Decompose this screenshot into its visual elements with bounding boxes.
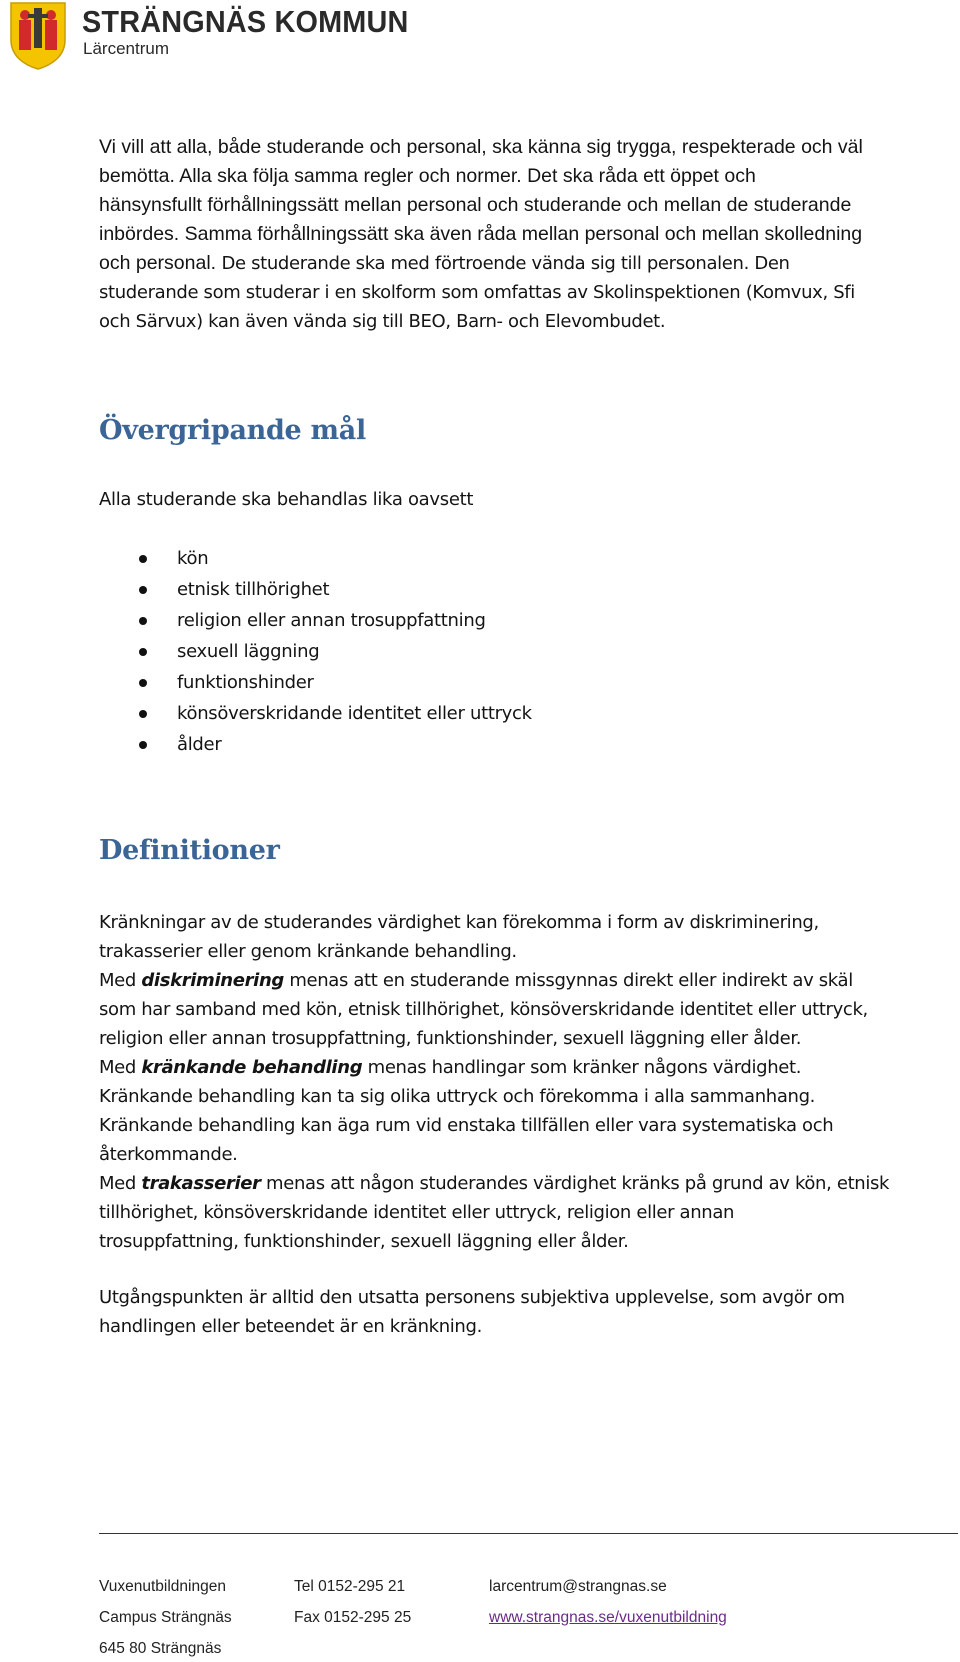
footer-org: Vuxenutbildningen bbox=[99, 1578, 226, 1595]
definitions-paragraph: Kränkningar av de studerandes värdighet kan förekomma i form av diskriminering, trakasserier eller genom kränkande behandling. Med diskriminering menas att en studerande missgynnas direkt eller indirekt av skäl som har samband med kön, etnisk tillhörighet, könsöverskridande identitet eller uttryck, religion eller annan trosuppfattning, funktionshinder, sexuell läggning eller ålder. Med kränkande behandling menas handlingar som kränker någons värdighet. Kränkande behandling kan ta sig olika uttryck och förekomma i alla sammanhang. Kränkande behandling kan äga rum vid enstaka tillfällen eller vara systematiska och återkommande. Med trakasserier menas att någon studerandes värdighet kränks på grund av kön, etnisk tillhörighet, könsöverskridande identitet eller uttryck, religion eller annan trosuppfattning, funktionshinder, sexuell läggning eller ålder. bbox=[99, 912, 890, 1252]
intro-line: och Särvux) kan även vända sig till BEO, Barn- och Elevombudet. bbox=[99, 311, 666, 332]
bullet-icon bbox=[139, 555, 147, 563]
footer-phone: Tel 0152-295 21 bbox=[294, 1578, 406, 1595]
intro-line: bemötta. Alla ska följa samma regler och normer. Det ska råda ett öppet och bbox=[99, 165, 756, 187]
term-diskriminering: diskriminering bbox=[141, 970, 284, 991]
intro-line: Den bbox=[748, 253, 790, 274]
intro-line: inbördes. Samma förhållningssätt ska även råda mellan personal och mellan skolledning bbox=[99, 223, 863, 245]
footer-divider bbox=[99, 1533, 958, 1534]
footer-website-link[interactable]: www.strangnas.se/vuxenutbildning bbox=[489, 1609, 727, 1626]
list-item: könsöverskridande identitet eller uttryck bbox=[99, 698, 532, 729]
section-heading-definitions: Definitioner bbox=[99, 835, 280, 866]
footer-campus: Campus Strängnäs bbox=[99, 1609, 232, 1626]
list-item: kön bbox=[99, 543, 532, 574]
footer-fax: Fax 0152-295 25 bbox=[294, 1609, 412, 1626]
intro-line: De studerande ska med förtroende vända sig till personalen. bbox=[221, 253, 749, 274]
document-body bbox=[99, 133, 959, 1337]
footer-web-wrap bbox=[489, 1609, 727, 1627]
organization-name: STRÄNGNÄS KOMMUN bbox=[82, 4, 409, 39]
intro-line: Vi vill att alla, både studerande och personal, ska känna sig trygga, respekterade och väl bbox=[99, 136, 863, 158]
municipality-crest-icon bbox=[8, 0, 68, 70]
goals-list bbox=[99, 543, 532, 760]
list-item: religion eller annan trosuppfattning bbox=[99, 605, 532, 636]
footer-email: larcentrum@strangnas.se bbox=[489, 1578, 667, 1595]
term-krankande-behandling: kränkande behandling bbox=[141, 1057, 363, 1078]
list-item: funktionshinder bbox=[99, 667, 532, 698]
section-heading-goals: Övergripande mål bbox=[99, 415, 366, 446]
intro-line: hänsynsfullt förhållningssätt mellan personal och studerande och mellan de studerande bbox=[99, 194, 852, 216]
intro-line: studerande som studerar i en skolform som omfattas av Skolinspektionen (Komvux, Sfi bbox=[99, 282, 855, 303]
intro-line: och personal. bbox=[99, 252, 222, 274]
list-item: sexuell läggning bbox=[99, 636, 532, 667]
bullet-icon bbox=[139, 741, 147, 749]
bullet-icon bbox=[139, 648, 147, 656]
page-header bbox=[4, 0, 424, 72]
list-item: ålder bbox=[99, 729, 532, 760]
bullet-icon bbox=[139, 617, 147, 625]
bullet-icon bbox=[139, 679, 147, 687]
bullet-icon bbox=[139, 710, 147, 718]
bullet-icon bbox=[139, 586, 147, 594]
organization-unit: Lärcentrum bbox=[83, 39, 169, 58]
goals-lead-text: Alla studerande ska behandlas lika oavsett bbox=[99, 489, 474, 510]
intro-paragraph bbox=[99, 133, 959, 336]
term-trakasserier: trakasserier bbox=[141, 1173, 261, 1194]
list-item: etnisk tillhörighet bbox=[99, 574, 532, 605]
closing-paragraph: Utgångspunkten är alltid den utsatta personens subjektiva upplevelse, som avgör om handlingen eller beteendet är en kränkning. bbox=[99, 1287, 845, 1337]
footer-postal: 645 80 Strängnäs bbox=[99, 1640, 222, 1657]
